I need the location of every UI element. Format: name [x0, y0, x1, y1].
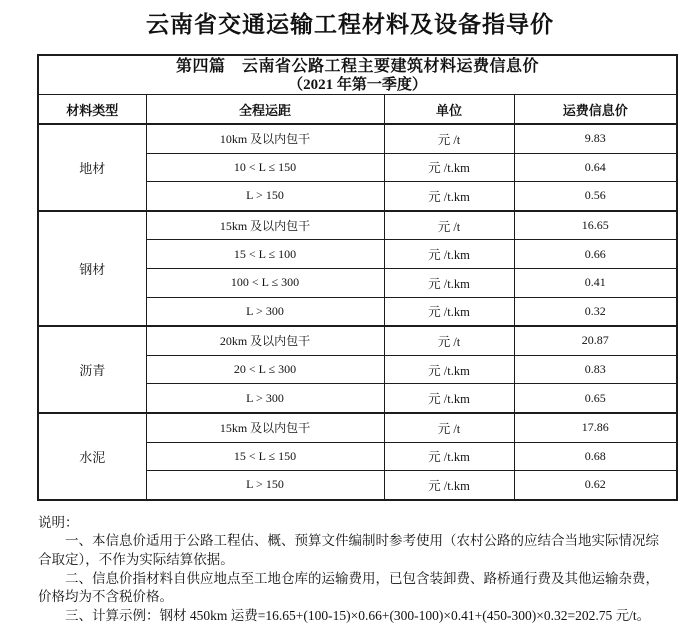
note-line: 二、信息价指材料自供应地点至工地仓库的运输费用，已包含装卸费、路桥通行费及其他运输杂费， [65, 570, 659, 586]
price-cell: 0.62 [514, 471, 677, 500]
unit-cell: 元 /t [384, 413, 514, 442]
table-header-row [38, 95, 677, 125]
unit-cell: 元 /t.km [384, 442, 514, 471]
freight-table-body [38, 124, 677, 500]
price-cell: 0.32 [514, 297, 677, 326]
unit-cell: 元 /t.km [384, 384, 514, 413]
unit-cell: 元 /t [384, 211, 514, 240]
price-cell: 0.41 [514, 268, 677, 297]
price-cell: 0.68 [514, 442, 677, 471]
distance-cell: 10km 及以内包干 [146, 124, 384, 153]
distance-cell: 15 < L ≤ 150 [146, 442, 384, 471]
material-type-cell: 沥青 [38, 326, 146, 413]
note-line: 一、本信息价适用于公路工程估、概、预算文件编制时参考使用（农村公路的应结合当地实际情况综 [65, 533, 659, 549]
table-row [38, 413, 677, 442]
material-type-cell: 水泥 [38, 413, 146, 500]
unit-cell: 元 /t.km [384, 182, 514, 211]
distance-cell: 100 < L ≤ 300 [146, 268, 384, 297]
table-caption-line1: 第四篇 云南省公路工程主要建筑材料运费信息价 [176, 57, 540, 75]
price-cell: 17.86 [514, 413, 677, 442]
table-row [38, 326, 677, 355]
material-type-cell: 地材 [38, 124, 146, 211]
note-line: 合取定），不作为实际结算依据。 [38, 551, 234, 567]
distance-cell: L > 150 [146, 471, 384, 500]
note-line: 三、计算示例：钢材 450km 运费=16.65+(100-15)×0.66+(300-100)×0.41+(450-300)×0.32=202.75 元/t。 [65, 607, 651, 623]
price-cell: 0.65 [514, 384, 677, 413]
note-line: 价格均为不含税价格。 [38, 589, 173, 605]
unit-cell: 元 /t.km [384, 153, 514, 182]
unit-cell: 元 /t.km [384, 268, 514, 297]
table-caption-row [38, 55, 677, 95]
column-header-unit: 单位 [384, 95, 514, 125]
distance-cell: L > 300 [146, 297, 384, 326]
distance-cell: 20 < L ≤ 300 [146, 355, 384, 384]
distance-cell: L > 300 [146, 384, 384, 413]
column-header-price: 运费信息价 [514, 95, 677, 125]
unit-cell: 元 /t.km [384, 297, 514, 326]
note-line: 说明： [38, 514, 79, 530]
unit-cell: 元 /t.km [384, 471, 514, 500]
table-caption-line2: （2021 年第一季度） [288, 76, 427, 93]
distance-cell: 15 < L ≤ 100 [146, 240, 384, 269]
price-cell: 0.64 [514, 153, 677, 182]
freight-price-table [37, 54, 678, 501]
distance-cell: 15km 及以内包干 [146, 211, 384, 240]
distance-cell: L > 150 [146, 182, 384, 211]
table-caption-cell [38, 55, 677, 95]
price-cell: 0.83 [514, 355, 677, 384]
table-row [38, 211, 677, 240]
unit-cell: 元 /t.km [384, 355, 514, 384]
column-header-distance: 全程运距 [146, 95, 384, 125]
column-header-material: 材料类型 [38, 95, 146, 125]
distance-cell: 15km 及以内包干 [146, 413, 384, 442]
table-row [38, 124, 677, 153]
price-cell: 20.87 [514, 326, 677, 355]
document-title: 云南省交通运输工程材料及设备指导价 [146, 12, 554, 37]
notes [38, 514, 700, 625]
unit-cell: 元 /t [384, 124, 514, 153]
price-cell: 16.65 [514, 211, 677, 240]
unit-cell: 元 /t [384, 326, 514, 355]
distance-cell: 20km 及以内包干 [146, 326, 384, 355]
distance-cell: 10 < L ≤ 150 [146, 153, 384, 182]
material-type-cell: 钢材 [38, 211, 146, 326]
price-cell: 9.83 [514, 124, 677, 153]
price-cell: 0.56 [514, 182, 677, 211]
price-cell: 0.66 [514, 240, 677, 269]
unit-cell: 元 /t.km [384, 240, 514, 269]
